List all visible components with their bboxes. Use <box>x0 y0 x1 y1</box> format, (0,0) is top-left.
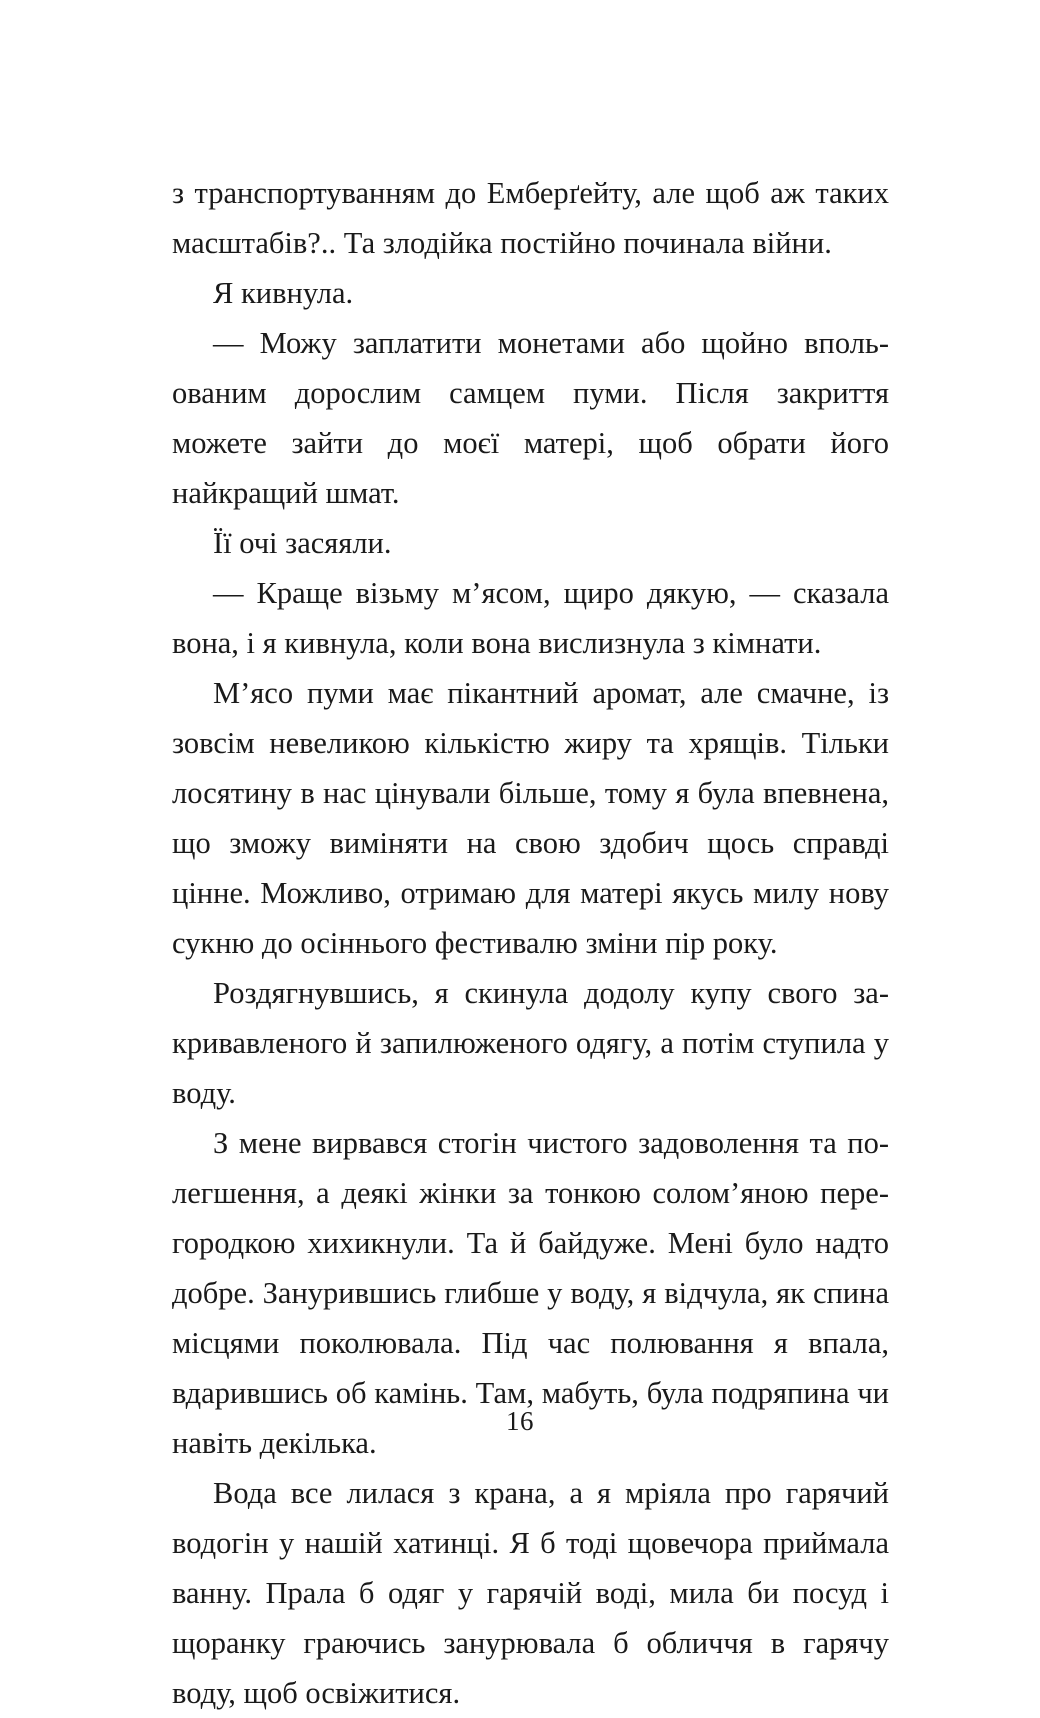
paragraph: Роздягнувшись, я скинула додолу купу свого закривавленого й запилюженого одягу, а потім ступила у воду. <box>172 976 889 1110</box>
paragraph: Вода все лилася з крана, а я мріяла про гарячий водогін у нашій хатинці. Я б тоді щовечора приймала ванну. Прала б одяг у гарячій воді, мила би посуд і щоранку граючись занурювала б обличчя в гарячу воду, щоб освіжитися. <box>172 1476 889 1710</box>
paragraph: — Краще візьму м’ясом, щиро дякую, — сказала вона, і я кивнула, коли вона вислизнула з кімнати. <box>172 576 889 660</box>
paragraph: — Можу заплатити монетами або щойно впольованим дорослим самцем пуми. Після закриття можете зайти до моєї матері, щоб обрати його найкращий шмат. <box>172 326 889 510</box>
paragraph: Її очі засяяли. <box>213 526 392 560</box>
page-number: 16 <box>506 1406 534 1436</box>
paragraph: М’ясо пуми має пікантний аромат, але смачне, із зовсім невеликою кількістю жиру та хрящів. Тільки лосятину в нас цінували більше, тому я була впевнена, що зможу виміняти на свою здобич щось справді цінне. Можливо, отримаю для матері якусь милу нову сукню до осіннього фестивалю зміни пір року. <box>172 676 889 960</box>
paragraph: З мене вирвався стогін чистого задоволення та полегшення, а деякі жінки за тонкою солом’яною перегородкою хихикнули. Та й байдуже. Мені було надто добре. Занурившись глибше у воду, я відчула, як спина місцями поколювала. Під час полювання я впала, вдарившись об камінь. Там, мабуть, була подряпина чи навіть декілька. <box>172 1126 889 1460</box>
paragraph: Я кивнула. <box>213 276 354 310</box>
body-text-block <box>172 168 889 1718</box>
paragraph: з транспортуванням до Емберґейту, але щоб аж таких масштабів?.. Та злодійка постійно починала війни. <box>172 176 889 260</box>
